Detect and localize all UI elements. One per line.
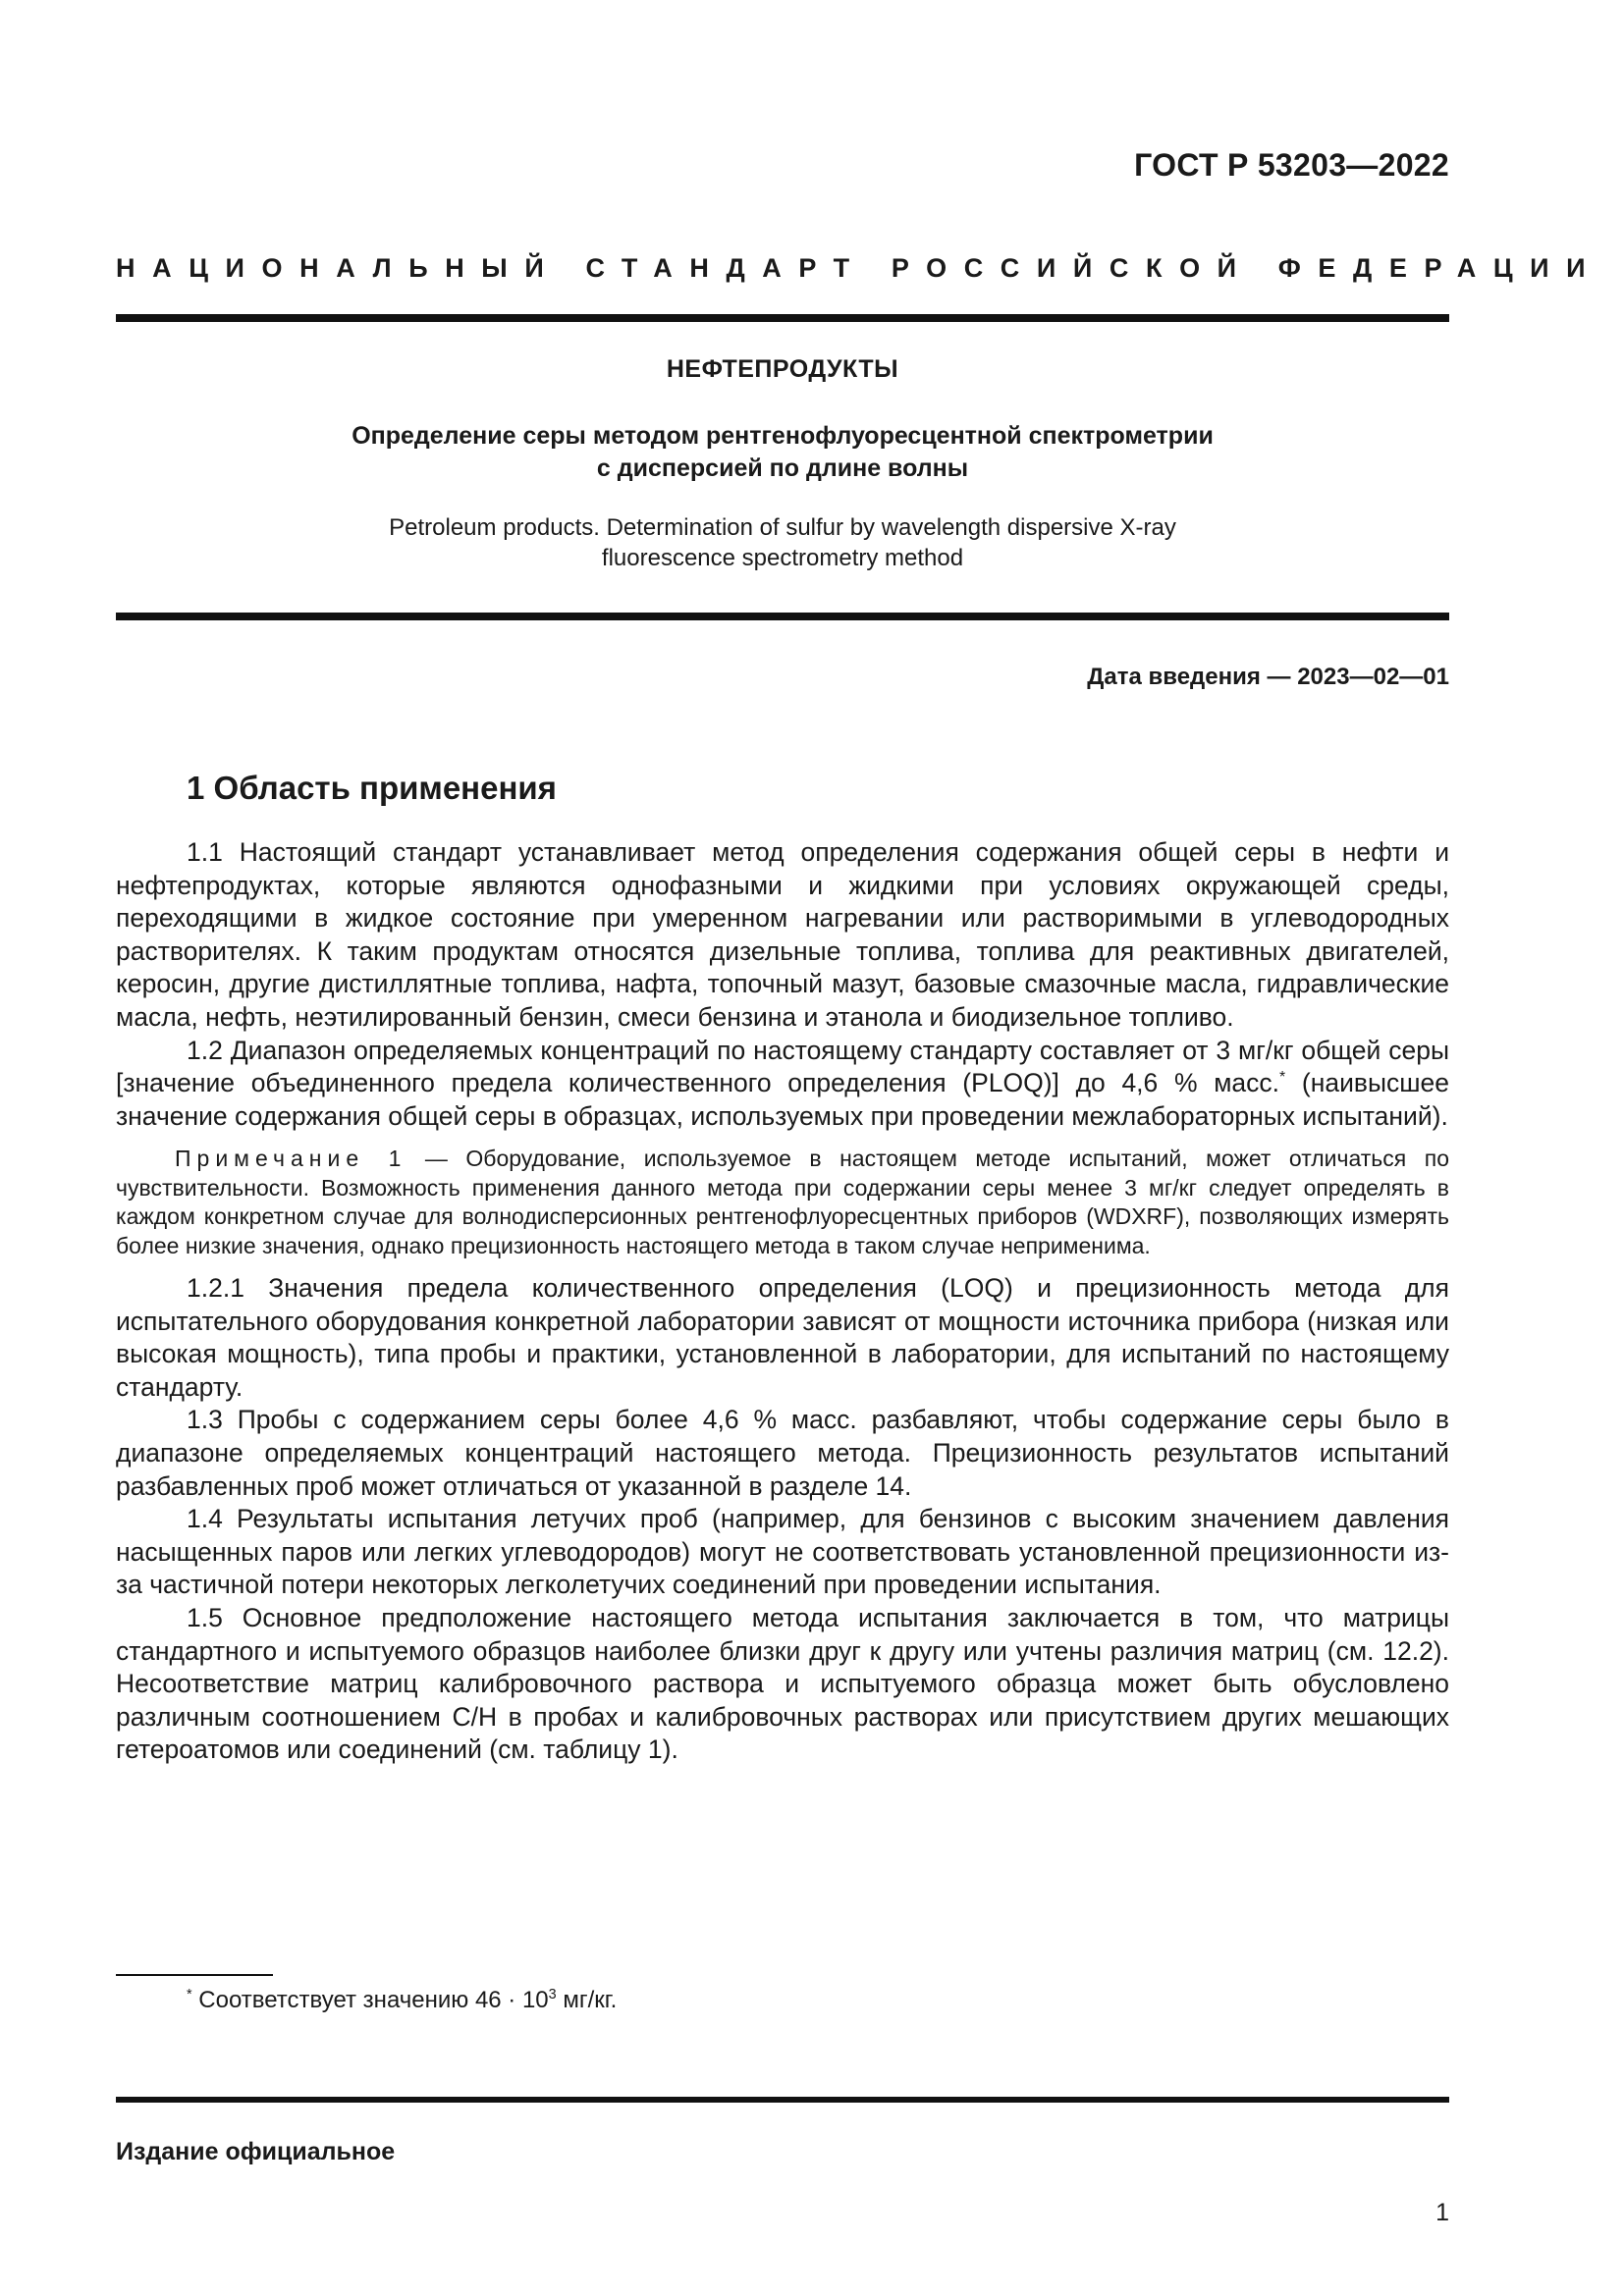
official-edition-label: Издание официальное [116, 2138, 396, 2165]
standard-number: ГОСТ Р 53203—2022 [1134, 147, 1449, 183]
paragraph-1-2-1: 1.2.1 Значения предела количественного определения (LOQ) и прецизионность метода для испытательного оборудования конкретной лаборатории зависят от мощности источника прибора (низкая или высокая мощность), типа пробы и практики, установленной в лаборатории, для испытаний по настоящему стандарту. [116, 1272, 1449, 1402]
footnote-exponent: 3 [548, 1987, 557, 2002]
paragraph-1-1: 1.1 Настоящий стандарт устанавливает метод определения содержания общей серы в нефти и нефтепродуктах, которые являются однофазными и жидкими при условиях окружающей среды, переходящими в жидкое состояние при умеренном нагревании или растворимыми в углеводородных растворителях. К таким продуктам относятся дизельные топлива, топлива для реактивных двигателей, керосин, другие дистиллятные топлива, нафта, топочный мазут, базовые смазочные масла, гидравлические масла, нефть, неэтилированный бензин, смеси бензина и этанола и биодизельное топливо. [116, 837, 1449, 1032]
footnote-text-end: мг/кг. [556, 1987, 618, 2013]
document-title: НЕФТЕПРОДУКТЫ [666, 355, 899, 383]
note-text: — Оборудование, используемое в настоящем методе испытаний, может отличаться по чувствительности. Возможность применения данного метода при содержании серы менее 3 мг/кг следует определять в каждом конкретном случае для волнодисперсионных рентгенофлуоресцентных приборов (WDXRF), позволяющих измерять более низкие значения, однако прецизионность настоящего метода в таком случае неприменима. [116, 1146, 1449, 1258]
national-standard-title: НАЦИОНАЛЬНЫЙ СТАНДАРТ РОССИЙСКОЙ ФЕДЕРАЦИИ [116, 253, 1603, 283]
english-title [116, 512, 1449, 573]
header-rule [116, 314, 1449, 322]
footer-rule [116, 2097, 1449, 2103]
introduction-date: Дата введения — 2023—02—01 [1087, 664, 1449, 690]
paragraph-1-2 [116, 1035, 1449, 1134]
section-body [116, 836, 1449, 1767]
footnote-mark: * [187, 1987, 192, 2002]
paragraph-1-5: 1.5 Основное предположение настоящего метода испытания заключается в том, что матрицы стандартного и испытуемого образцов наиболее близки друг к другу или учтены различия матриц (см. 12.2). Несоответствие матриц калибровочного раствора и испытуемого образца может быть обусловлено различным соотношением С/Н в пробах и калибровочных растворах или присутствием других мешающих гетероатомов или соединений (см. таблицу 1). [116, 1602, 1449, 1765]
subtitle-line-1: Определение серы методом рентгенофлуоресцентной спектрометрии [352, 422, 1214, 450]
subtitle-line-2: с дисперсией по длине волны [596, 454, 969, 482]
title-rule [116, 613, 1449, 620]
paragraph-1-4: 1.4 Результаты испытания летучих проб (например, для бензинов с высоким значением давления насыщенных паров или легких углеводородов) могут не соответствовать установленной прецизионности из-за частичной потери некоторых легколетучих соединений при проведении испытания. [116, 1504, 1449, 1600]
footnote [187, 1987, 617, 2014]
section-heading: 1 Область применения [187, 770, 557, 806]
paragraph-1-3: 1.3 Пробы с содержанием серы более 4,6 % масс. разбавляют, чтобы содержание серы было в диапазоне определяемых концентраций настоящего метода. Прецизионность результатов испытаний разбавленных проб может отличаться от указанной в разделе 14. [116, 1405, 1449, 1501]
page-number: 1 [1435, 2199, 1449, 2226]
note-1 [116, 1145, 1449, 1260]
english-title-line-1: Petroleum products. Determination of sulfur by wavelength dispersive X-ray [389, 514, 1176, 541]
document-subtitle [116, 420, 1449, 485]
footnote-marker: * [1279, 1069, 1286, 1087]
english-title-line-2: fluorescence spectrometry method [601, 545, 964, 571]
footnote-rule [116, 1974, 273, 1976]
paragraph-1-2-text-cont: (наивысшее значение содержания общей серы в образцах, используемых при проведении межлабораторных испытаний). [116, 1068, 1449, 1131]
note-label: Примечание 1 [175, 1146, 407, 1172]
footnote-text: Соответствует значению 46 · 10 [191, 1987, 549, 2013]
paragraph-1-2-text: 1.2 Диапазон определяемых концентраций по настоящему стандарту составляет от 3 мг/кг общей серы [значение объединенного предела количественного определения (PLOQ)] до 4,6 % масс. [116, 1035, 1449, 1098]
